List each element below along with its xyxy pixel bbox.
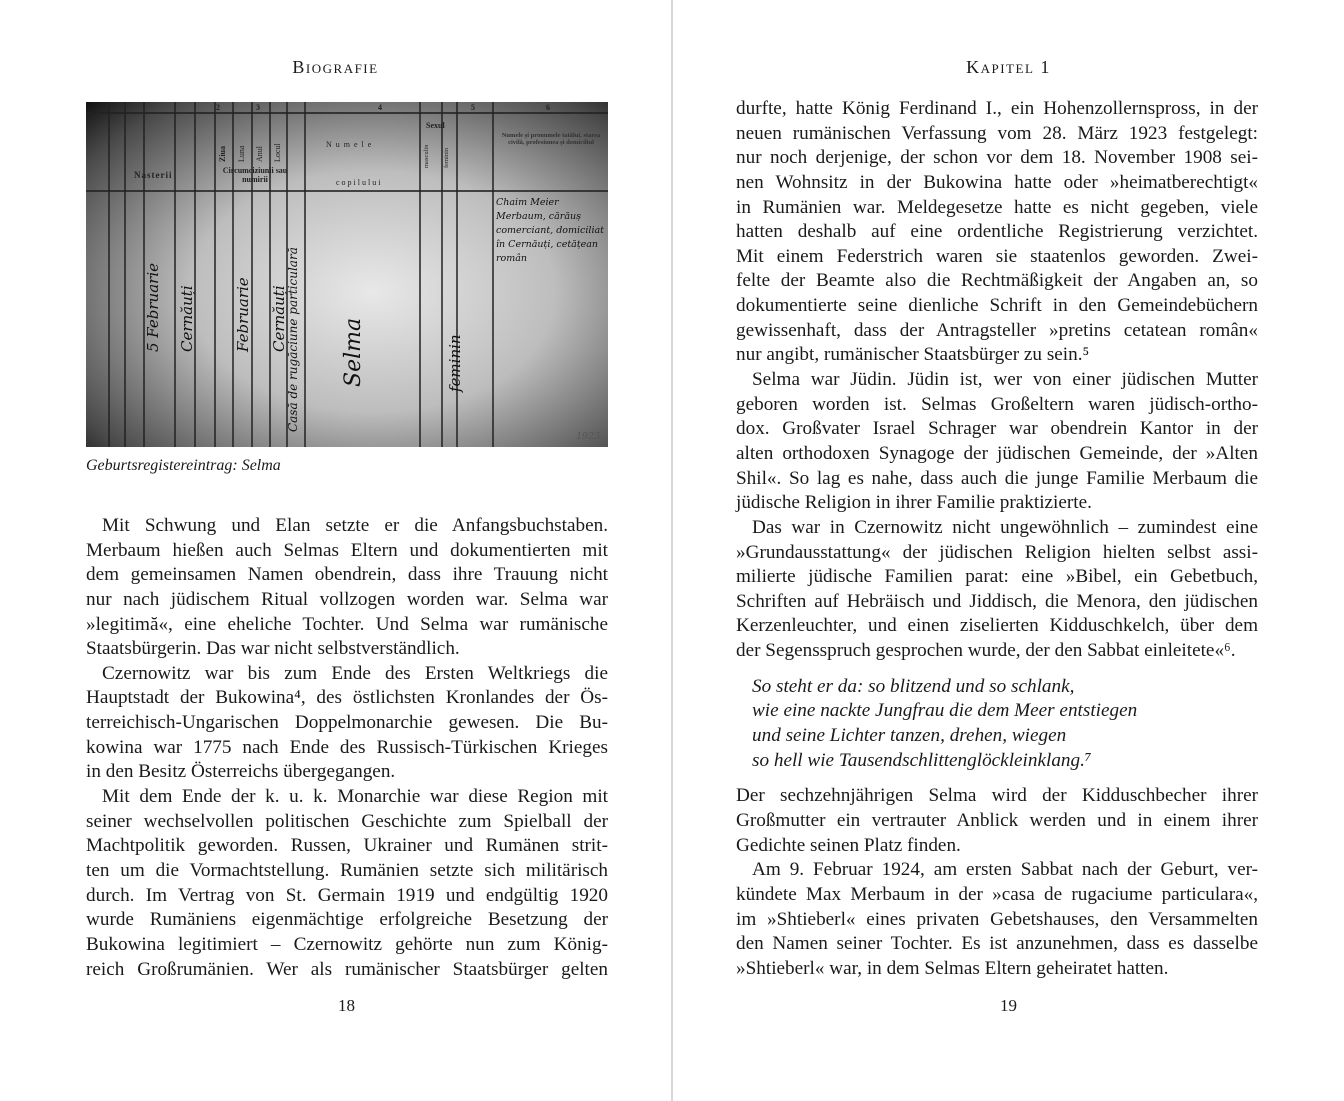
text-line: seiner wechselvollen politischen Geschichte zum Spielball der [86, 810, 608, 832]
text-line: jüdische Religion in ihrer Familie praktizierte. [736, 492, 1092, 514]
register-header-births: Nasterii [134, 170, 173, 180]
text-line: geboren worden ist. Selmas Großeltern waren jüdisch-ortho- [736, 393, 1258, 415]
text-line: nur noch derjenige, der schon vor dem 18. November 1908 sei- [736, 147, 1258, 169]
text-line: Das war in Czernowitz nicht ungewöhnlich – zumindest eine [752, 516, 1258, 538]
text-line: Gedichte seinen Platz finden. [736, 834, 961, 856]
handwritten-birth-day: 5 Februarie [144, 263, 162, 352]
register-subheader-place: Locul [273, 143, 282, 162]
text-line: den Namen seiner Tochter. Es ist anzunehmen, dass es dasselbe [736, 933, 1258, 955]
text-line: dem gemeinsamen Namen obendrein, dass ihre Trauung nicht [86, 564, 608, 586]
register-header-child: copilului [336, 178, 383, 187]
text-line: Kerzenleuchter, und einen ziselierten Kidduschkelch, über dem [736, 615, 1258, 637]
handwritten-prayer-house: Casă de rugăciune particulară [286, 247, 300, 432]
text-line: Staatsbürgerin. Das war nicht selbstverständlich. [86, 638, 460, 660]
register-subheader-month: Luna [237, 145, 246, 162]
paragraph [86, 785, 608, 982]
text-line: in Rumänien war. Meldegesetze hatte es nicht gegeben, viele [736, 196, 1258, 218]
running-head: Biografie [292, 57, 379, 77]
text-line: Mit einem Federstrich waren sie staatenlos geworden. Zwei- [736, 245, 1258, 267]
body-text [736, 97, 1258, 981]
text-line: gewissenhaft, dass der Antragsteller »pretins cetatean român« [736, 319, 1258, 341]
text-line: kündete Max Merbaum in der »casa de rugaciume particulara«, [736, 883, 1258, 905]
handwritten-sex: feminin [446, 334, 464, 392]
paragraph [736, 97, 1258, 368]
register-header-name: Numele [326, 140, 376, 149]
paragraph [736, 858, 1258, 981]
register-header-circumcision: Circumciziunii sau numirii [222, 166, 288, 184]
text-line: Am 9. Februar 1924, am ersten Sabbat nach der Geburt, ver- [752, 859, 1258, 881]
text-line: reich Großrumänien. Wer als rumänischer Staatsbürger gelten [86, 958, 608, 980]
right-page [673, 0, 1344, 1101]
register-col-number: 4 [378, 103, 382, 112]
poem-line: So steht er da: so blitzend und so schlank, [752, 675, 1075, 697]
register-col-number: 5 [471, 103, 475, 112]
text-line: ten um die Vormachtstellung. Rumänien setzte sich militärisch [86, 859, 608, 881]
poem-line: und seine Lichter tanzen, drehen, wiegen [752, 725, 1067, 747]
text-line: durch. Im Vertrag von St. Germain 1919 und endgültig 1920 [86, 884, 608, 906]
birth-register-photo [86, 102, 608, 447]
text-line: dox. Großvater Israel Schrager war obendrein Kantor in der [736, 418, 1258, 440]
text-line: Schriften auf Hebräisch und Jiddisch, die Menora, den jüdischen [736, 590, 1258, 612]
text-line: terreichisch-Ungarischen Doppelmonarchie gewesen. Die Bu- [86, 712, 608, 734]
text-line: Mit dem Ende der k. u. k. Monarchie war diese Region mit [102, 786, 608, 808]
text-line: »Shtieberl« war, in dem Selmas Eltern geheiratet hatten. [736, 957, 1169, 979]
body-text [86, 514, 608, 982]
handwritten-year: 1923 [576, 431, 601, 442]
register-col-number: 6 [546, 103, 550, 112]
paragraph [86, 662, 608, 785]
register-header-sex: Sexul [426, 121, 445, 130]
paragraph [736, 784, 1258, 858]
running-head: Kapitel 1 [966, 57, 1051, 77]
handwritten-birth-place: Cernăuți [178, 285, 196, 352]
text-line: Großmutter ein vertrauter Anblick werden und in einem ihrer [736, 809, 1258, 831]
text-line: »legitimă«, eine eheliche Tochter. Und Selma war rumänische [86, 613, 608, 635]
page-number: 19 [1000, 996, 1017, 1015]
text-line: durfte, hatte König Ferdinand I., ein Hohenzollernspross, in der [736, 98, 1258, 119]
register-subheader-male: masculin [423, 144, 430, 168]
register-col-number: 3 [256, 103, 260, 112]
text-line: Machtpolitik geworden. Russen, Ukrainer und Rumänen strit- [86, 835, 608, 857]
register-subheader-day: Ziua [218, 145, 227, 162]
text-line: Czernowitz war bis zum Ende des Ersten Weltkriegs die [102, 662, 608, 684]
text-line: Shil«. So lag es nahe, dass auch die junge Familie Merbaum die [736, 467, 1258, 489]
handwritten-circ-place: Cernăuți [270, 285, 288, 352]
paragraph [736, 516, 1258, 664]
handwritten-parent-entry: Chaim Meier Merbaum, cărăuș comerciant, domiciliat în Cernăuți, cetățean român [496, 197, 604, 264]
text-line: »Grundausstattung« der jüdischen Religion hielten selbst assi- [736, 541, 1258, 563]
page-number: 18 [338, 996, 355, 1015]
poem-quote [736, 675, 1258, 774]
poem-line: wie eine nackte Jungfrau die dem Meer entstiegen [752, 700, 1138, 722]
text-line: dokumentierte seine dienliche Schrift in den Gemeindebüchern [736, 295, 1258, 317]
left-page [0, 0, 671, 1101]
paragraph [736, 368, 1258, 516]
text-line: Mit Schwung und Elan setzte er die Anfangsbuchstaben. [102, 515, 608, 536]
register-subheader-year: Anul [255, 146, 264, 162]
text-line: nen Wohnsitz in der Bukowina hatte oder »heimatberechtigt« [736, 171, 1258, 193]
poem-line: so hell wie Tausendschlittenglöckleinklang.⁷ [752, 749, 1092, 771]
text-line: neuen rumänischen Verfassung vom 28. März 1923 festgelegt: [736, 122, 1258, 144]
text-line: der Segensspruch gesprochen wurde, der den Sabbat einleitete«⁶. [736, 640, 1236, 662]
text-line: nur nach jüdischem Ritual vollzogen worden war. Selma war [86, 588, 608, 610]
text-line: Merbaum hießen auch Selmas Eltern und dokumentierten mit [86, 539, 608, 561]
text-line: Der sechzehnjährigen Selma wird der Kidduschbecher ihrer [736, 785, 1258, 807]
text-line: kowina war 1775 nach Ende des Russisch-Türkischen Krieges [86, 736, 608, 758]
text-line: Selma war Jüdin. Jüdin ist, wer von einer jüdischen Mutter [752, 369, 1258, 391]
text-line: milierte jüdische Familien parat: eine »Bibel, ein Gebetbuch, [736, 566, 1258, 588]
text-line: felte der Beamte also die Rechtmäßigkeit der Angaben an, so [736, 270, 1258, 292]
paragraph [86, 514, 608, 662]
text-line: alten orthodoxen Synagoge der jüdischen Gemeinde, der »Alten [736, 442, 1258, 464]
figure-caption: Geburtsregistereintrag: Selma [86, 457, 281, 474]
register-col-number: 2 [216, 103, 220, 112]
text-line: im »Shtieberl« eines privaten Gebetshauses, den Versammelten [736, 908, 1258, 930]
text-line: nur angibt, rumänischer Staatsbürger zu sein.⁵ [736, 344, 1090, 366]
text-line: Hauptstadt der Bukowina⁴, des östlichsten Kronlandes der Ös- [86, 687, 608, 709]
text-line: in den Besitz Österreichs übergegangen. [86, 761, 396, 783]
register-subheader-female: feminin [443, 147, 450, 168]
handwritten-child-name: Selma [341, 317, 366, 387]
text-line: Bukowina legitimiert – Czernowitz gehörte nun zum König- [86, 933, 608, 955]
handwritten-circ-month: Februarie [234, 277, 252, 352]
text-line: wurde Rumäniens eigenmächtige erfolgreiche Besetzung der [86, 909, 608, 931]
register-header-parents: Numele și pronumele tatălui, starea civilă, profesiunea și domiciliul [501, 132, 601, 146]
text-line: hatten deshalb auf eine ordentliche Registrierung verzichtet. [736, 221, 1258, 243]
